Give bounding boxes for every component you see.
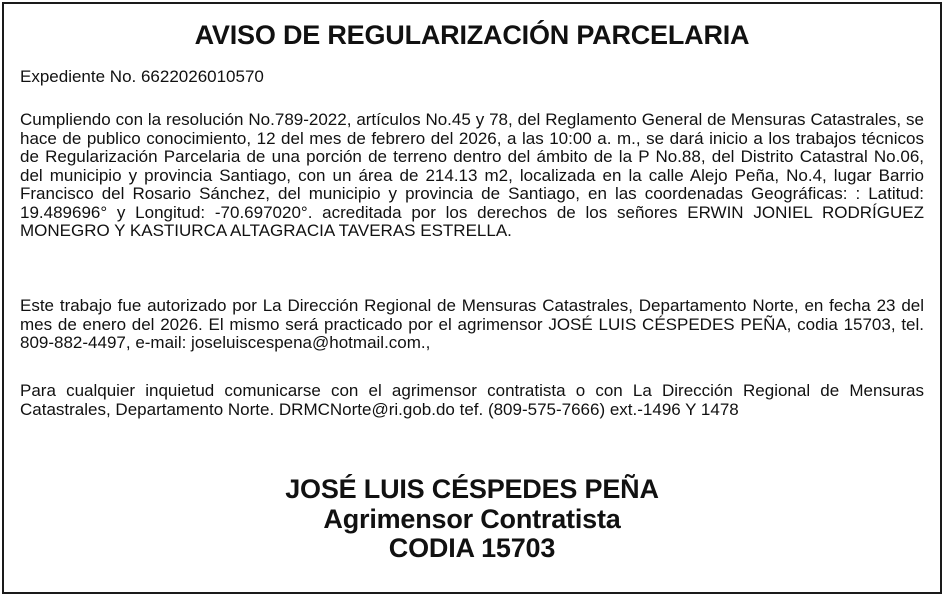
notice-box <box>2 2 942 594</box>
expediente-number: Expediente No. 6622026010570 <box>20 67 264 86</box>
signature-role: Agrimensor Contratista <box>323 504 621 534</box>
notice-title: AVISO DE REGULARIZACIÓN PARCELARIA <box>194 20 750 50</box>
signature-codia: CODIA 15703 <box>388 533 556 563</box>
notice-paragraph-1: Cumpliendo con la resolución No.789-2022, artículos No.45 y 78, del Reglamento General de Mensuras Catastrales, se hace de publico conocimiento, 12 del mes de febrero del 2026, a las 10:00 a. m., se dará inicio a los trabajos técnicos de Regularización Parcelaria de una porción de terreno dentro del ámbito de la P No.88, del Distrito Catastral No.06, del municipio y provincia Santiago, con un área de 214.13 m2, localizada en la calle Alejo Peña, No.4, lugar Barrio Francisco del Rosario Sánchez, del municipio y provincia de Santiago, en las coordenadas Geográficas: : Latitud: 19.489696° y Longitud: -70.697020°. acreditada por los derechos de los señores ERWIN JONIEL RODRÍGUEZ MONEGRO Y KASTIURCA ALTAGRACIA TAVERAS ESTRELLA. <box>20 110 924 240</box>
signature-name: JOSÉ LUIS CÉSPEDES PEÑA <box>285 474 659 504</box>
notice-paragraph-2: Este trabajo fue autorizado por La Dirección Regional de Mensuras Catastrales, Departamento Norte, en fecha 23 del mes de enero del 2026. El mismo será practicado por el agrimensor JOSÉ LUIS CÉSPEDES PEÑA, codia 15703, tel. 809-882-4497, e-mail: joseluiscespena@hotmail.com., <box>20 296 924 352</box>
notice-paragraph-3: Para cualquier inquietud comunicarse con el agrimensor contratista o con La Dirección Regional de Mensuras Catastrales, Departamento Norte. DRMCNorte@ri.gob.do tef. (809-575-7666) ext.-1496 Y 1478 <box>20 381 924 419</box>
